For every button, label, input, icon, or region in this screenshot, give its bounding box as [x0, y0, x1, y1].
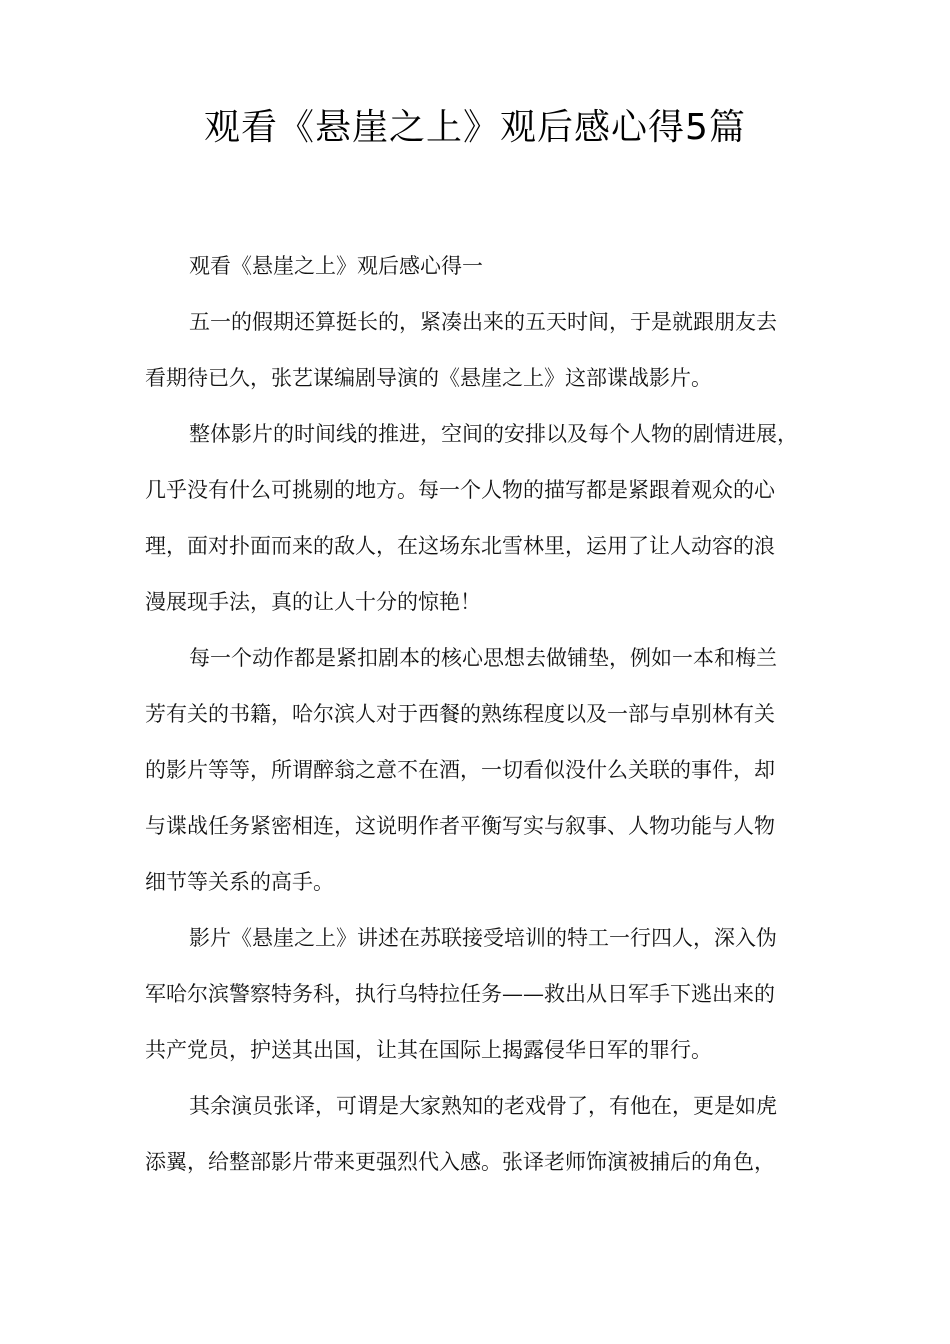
text-line: 其余演员张译，可谓是大家熟知的老戏骨了，有他在，更是如虎	[189, 1094, 777, 1118]
text-line: 影片《悬崖之上》讲述在苏联接受培训的特工一行四人，深入伪	[189, 926, 777, 950]
text-line: 共产党员，护送其出国，让其在国际上揭露侵华日军的罪行。	[145, 1038, 712, 1062]
text-line: 观看《悬崖之上》观后感心得一	[189, 254, 483, 278]
paragraph	[145, 910, 810, 1078]
text-line: 的影片等等，所谓醉翁之意不在酒，一切看似没什么关联的事件，却	[145, 758, 775, 782]
text-line: 几乎没有什么可挑剔的地方。每一个人物的描写都是紧跟着观众的心	[145, 478, 775, 502]
document-title: 观看《悬崖之上》观后感心得5篇	[204, 107, 746, 148]
text-line: 军哈尔滨警察特务科，执行乌特拉任务——救出从日军手下逃出来的	[145, 982, 775, 1006]
text-line: 理，面对扑面而来的敌人，在这场东北雪林里，运用了让人动容的浪	[145, 534, 775, 558]
paragraph	[145, 1078, 810, 1190]
text-line: 与谍战任务紧密相连，这说明作者平衡写实与叙事、人物功能与人物	[145, 814, 775, 838]
text-line: 细节等关系的高手。	[145, 870, 334, 894]
text-line: 五一的假期还算挺长的，紧凑出来的五天时间，于是就跟朋友去	[189, 310, 777, 334]
text-line: 添翼，给整部影片带来更强烈代入感。张译老师饰演被捕后的角色，	[145, 1150, 775, 1174]
text-line: 漫展现手法，真的让人十分的惊艳！	[145, 590, 481, 614]
section-heading	[145, 238, 810, 294]
paragraph	[145, 630, 810, 910]
text-line: 看期待已久，张艺谋编剧导演的《悬崖之上》这部谍战影片。	[145, 366, 712, 390]
document-body	[145, 238, 810, 1190]
paragraph	[145, 294, 810, 406]
paragraph	[145, 406, 810, 630]
text-line: 芳有关的书籍，哈尔滨人对于西餐的熟练程度以及一部与卓别林有关	[145, 702, 775, 726]
text-line: 整体影片的时间线的推进，空间的安排以及每个人物的剧情进展，	[189, 422, 798, 446]
text-line: 每一个动作都是紧扣剧本的核心思想去做铺垫，例如一本和梅兰	[189, 646, 777, 670]
